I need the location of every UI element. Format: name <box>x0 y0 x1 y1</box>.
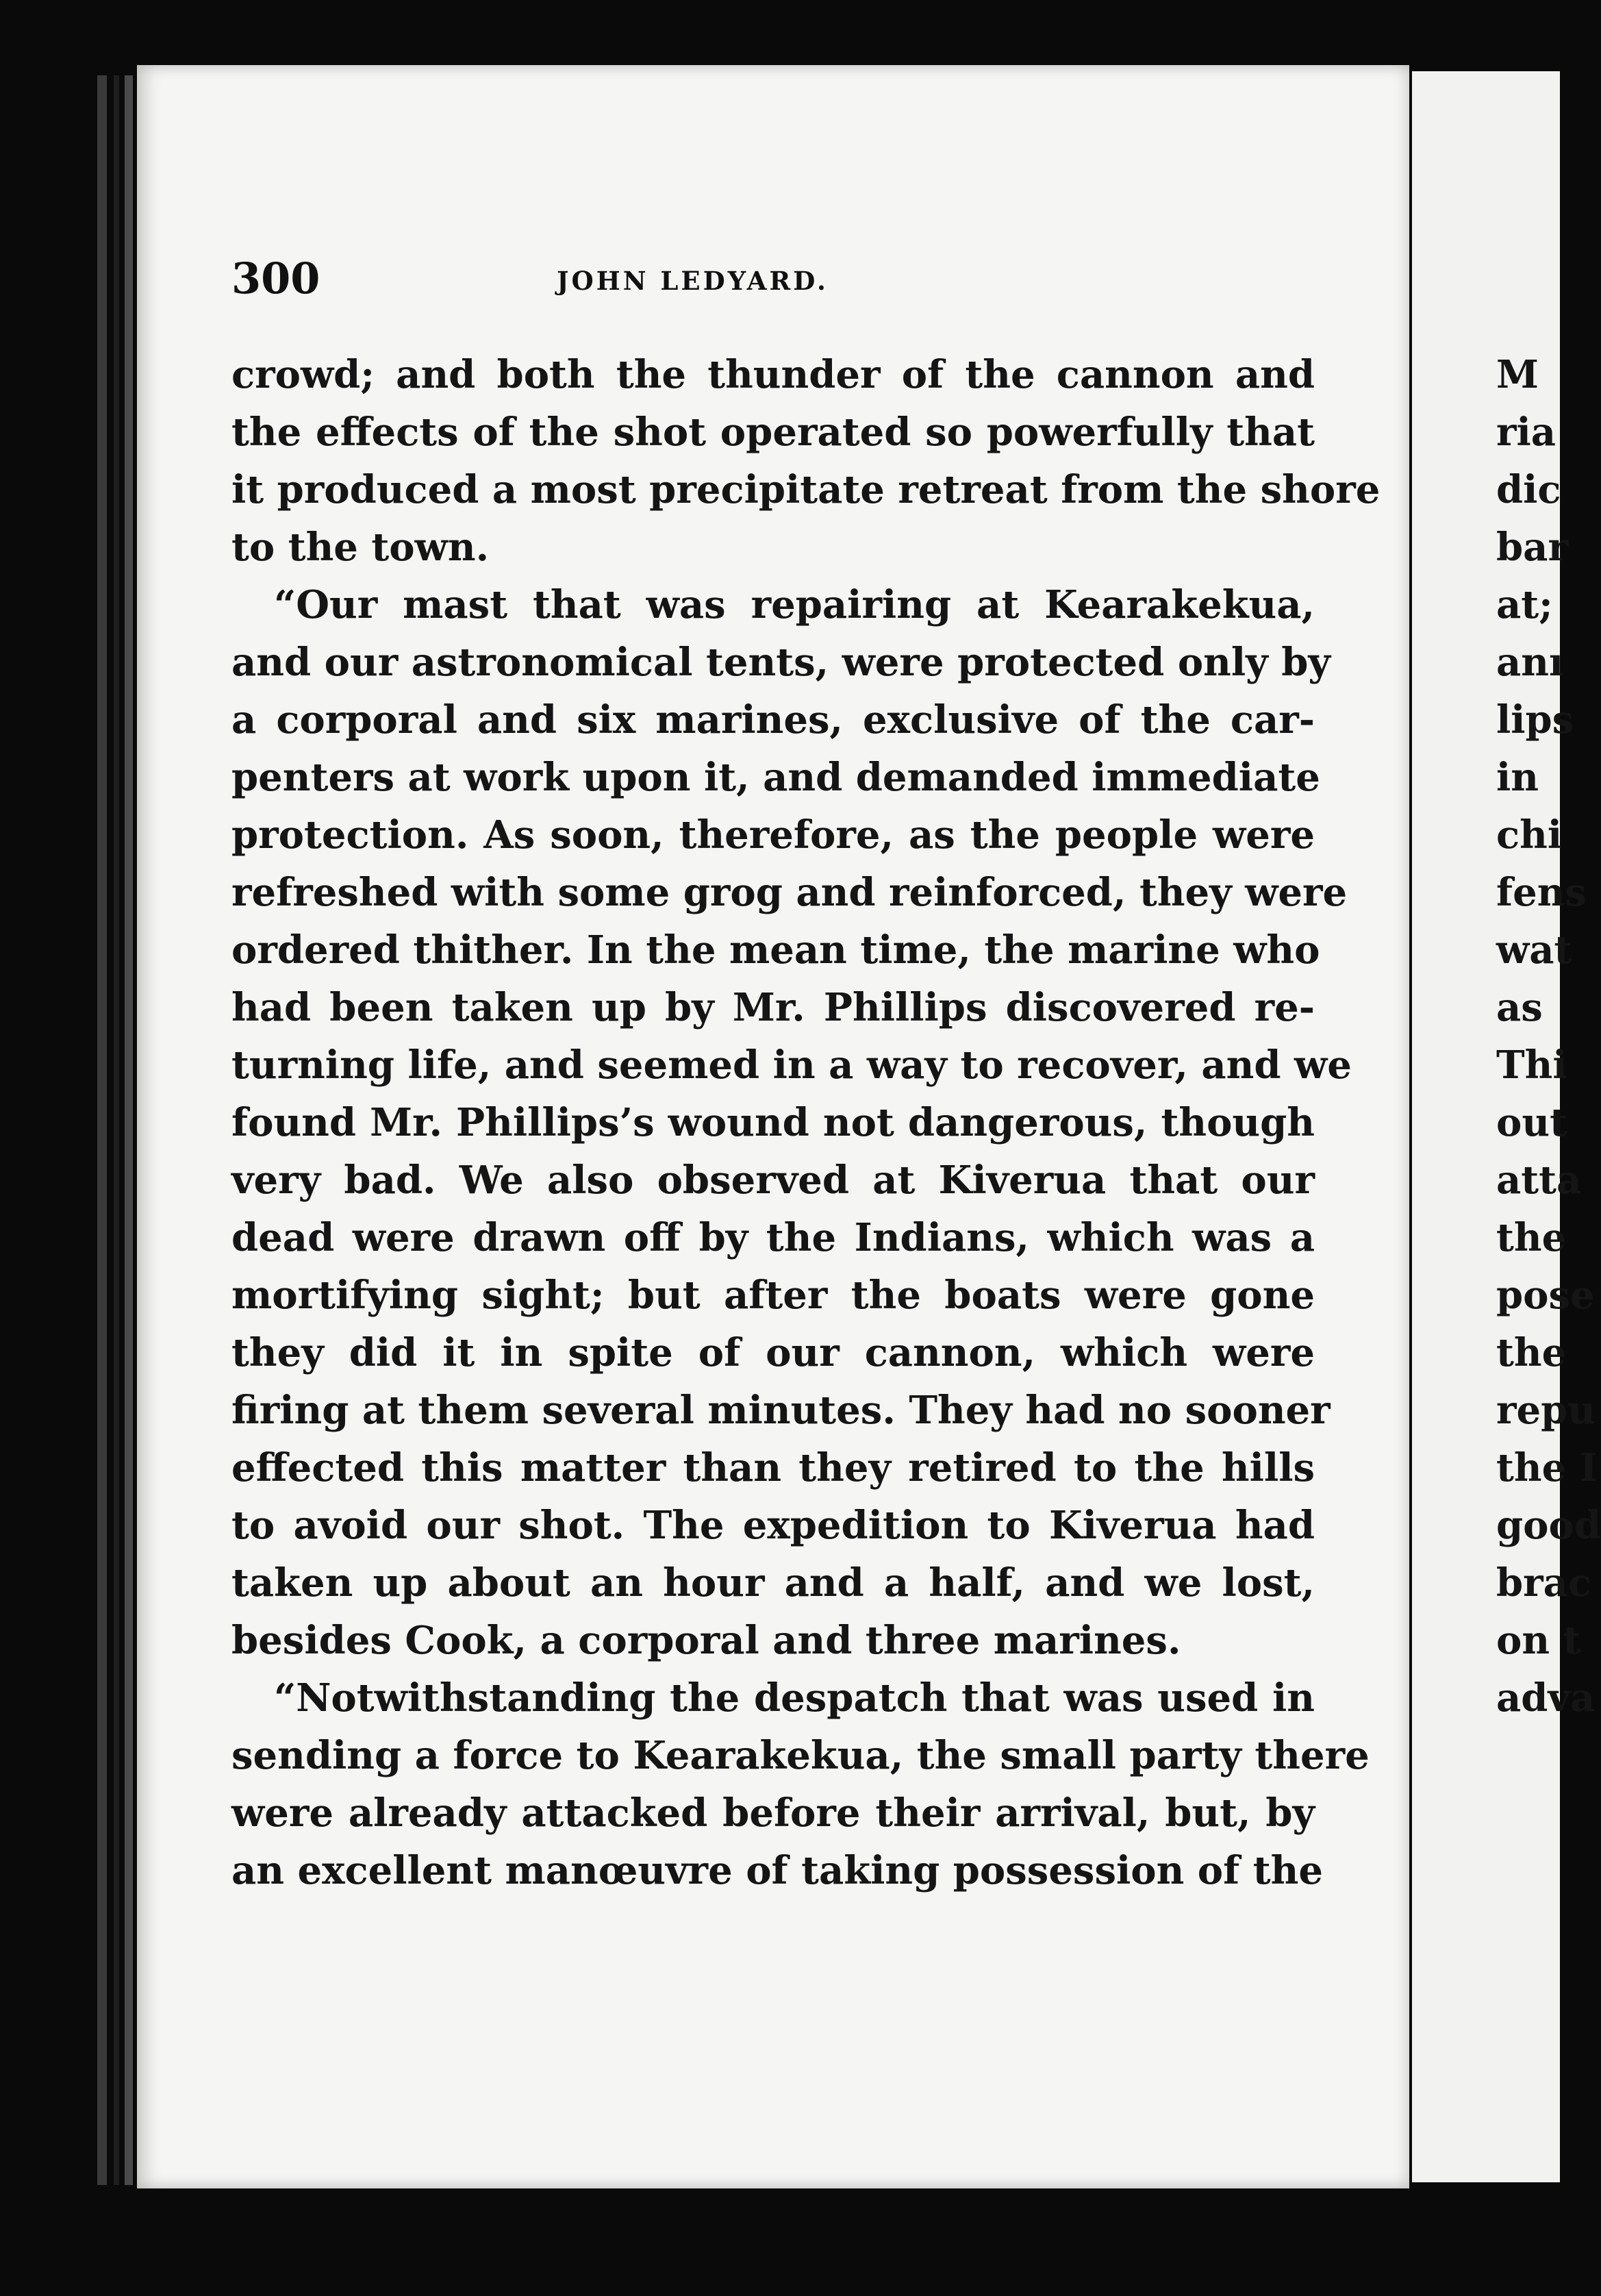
right-page-line: ria <box>1496 410 1556 455</box>
right-page-text <box>1496 346 1601 1727</box>
text-line: to avoid our shot. The expedition to Kiverua had <box>231 1503 1315 1548</box>
right-page-line: dic <box>1496 467 1561 512</box>
page-header <box>231 247 1094 322</box>
right-page-line: chi <box>1496 812 1563 858</box>
right-page-line: as <box>1496 985 1543 1030</box>
text-line: protection. As soon, therefore, as the people were <box>231 812 1315 858</box>
text-line: found Mr. Phillips’s wound not dangerous, though <box>231 1100 1315 1145</box>
text-line: and our astronomical tents, were protected only by <box>231 640 1331 685</box>
text-line: an excellent manœuvre of taking possession of the <box>231 1848 1323 1893</box>
text-line: penters at work upon it, and demanded immediate <box>231 755 1320 800</box>
right-page-line: good <box>1496 1503 1601 1548</box>
text-line: “Notwithstanding the despatch that was used in <box>274 1675 1315 1721</box>
right-page-line: wat <box>1496 927 1572 973</box>
text-line: “Our mast that was repairing at Kearakekua, <box>274 582 1315 627</box>
right-page-line: atta <box>1496 1158 1582 1203</box>
right-page-line: at; <box>1496 582 1553 627</box>
text-line: taken up about an hour and a half, and we lost, <box>231 1560 1315 1606</box>
text-line: mortifying sight; but after the boats were gone <box>231 1273 1315 1318</box>
text-line: refreshed with some grog and reinforced, they were <box>231 870 1348 915</box>
right-page-line: bar <box>1496 525 1568 570</box>
body-text <box>231 346 1381 1899</box>
text-line: it produced a most precipitate retreat from the shore <box>231 467 1381 512</box>
right-page-line: the <box>1496 1330 1567 1375</box>
text-line: had been taken up by Mr. Phillips discovered re- <box>231 985 1315 1030</box>
right-page-line: Thi <box>1496 1043 1567 1088</box>
text-line: to the town. <box>231 525 490 570</box>
text-line: ordered thither. In the mean time, the marine who <box>231 927 1320 973</box>
text-line: firing at them several minutes. They had no sooner <box>231 1388 1331 1433</box>
text-line: a corporal and six marines, exclusive of the car- <box>231 697 1315 743</box>
right-page-line: M <box>1496 352 1539 397</box>
binding-strip <box>97 75 107 2185</box>
text-line: dead were drawn off by the Indians, which was a <box>231 1215 1315 1260</box>
right-page-line: lips <box>1496 697 1574 743</box>
right-page-line: in <box>1496 755 1539 800</box>
right-page-line: on t <box>1496 1618 1581 1663</box>
page-number: 300 <box>231 253 320 303</box>
text-line: turning life, and seemed in a way to recover, and we <box>231 1043 1352 1088</box>
right-page-line: pose <box>1496 1273 1595 1318</box>
running-head: JOHN LEDYARD. <box>557 266 829 296</box>
right-page-line: the I <box>1496 1445 1598 1490</box>
text-line: they did it in spite of our cannon, which were <box>231 1330 1315 1375</box>
right-page-line: brac <box>1496 1560 1592 1606</box>
binding-strip <box>125 75 133 2185</box>
text-line: the effects of the shot operated so powerfully that <box>231 410 1315 455</box>
text-line: effected this matter than they retired to the hills <box>231 1445 1315 1490</box>
text-line: sending a force to Kearakekua, the small party there <box>231 1733 1370 1778</box>
text-line: besides Cook, a corporal and three marines. <box>231 1618 1181 1663</box>
right-page-line: out <box>1496 1100 1567 1145</box>
text-line: very bad. We also observed at Kiverua that our <box>231 1158 1315 1203</box>
right-page-line: anı <box>1496 640 1564 685</box>
right-page-line: repu <box>1496 1388 1596 1433</box>
right-page-line: adva <box>1496 1675 1596 1721</box>
binding-strip <box>114 75 119 2185</box>
right-page-line: the <box>1496 1215 1567 1260</box>
text-line: were already attacked before their arrival, but, by <box>231 1790 1315 1836</box>
text-line: crowd; and both the thunder of the cannon and <box>231 352 1315 397</box>
right-page-line: fens <box>1496 870 1587 915</box>
